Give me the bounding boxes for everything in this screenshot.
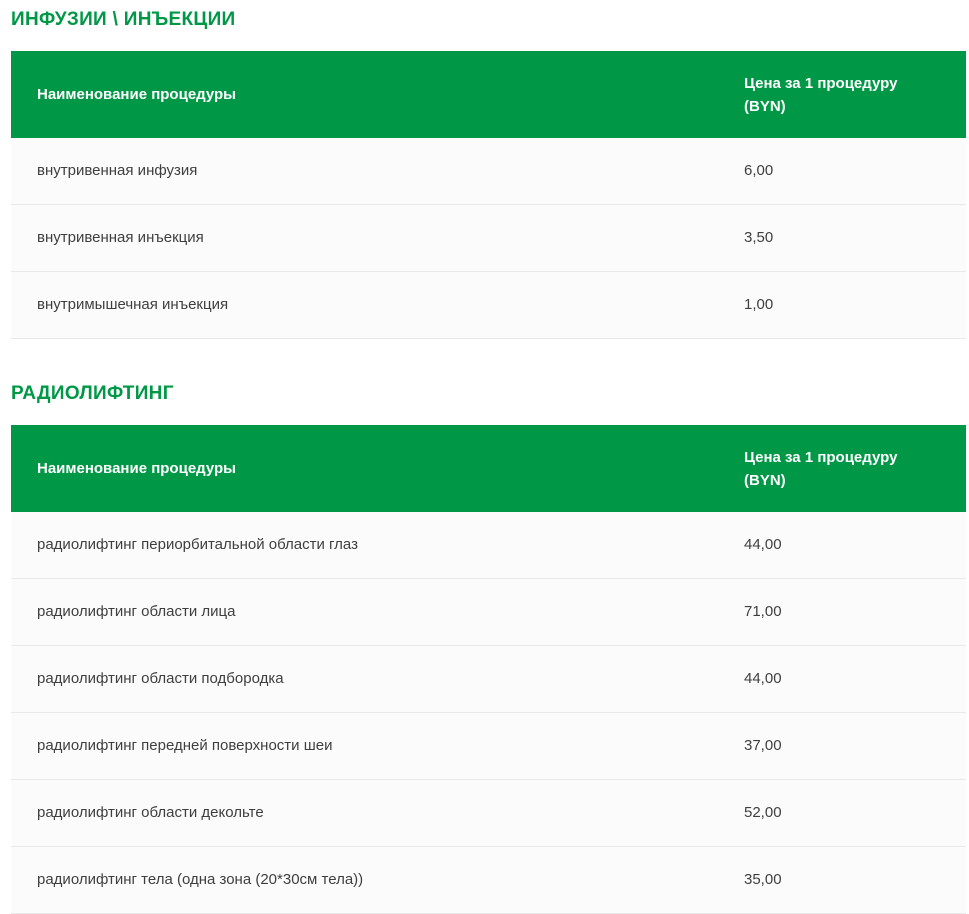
table-row [11, 138, 966, 205]
table-body [11, 138, 966, 339]
column-header-price [718, 446, 966, 492]
section-radiolifting [11, 383, 969, 914]
table-row [11, 205, 966, 272]
table-header-row [11, 51, 966, 138]
procedure-name-cell: внутривенная инъекция [37, 229, 204, 246]
price-cell: 35,00 [744, 871, 782, 888]
price-cell: 44,00 [744, 536, 782, 553]
table-row [11, 847, 966, 914]
price-cell: 37,00 [744, 737, 782, 754]
procedure-name-cell: радиолифтинг области лица [37, 603, 236, 620]
price-cell: 71,00 [744, 603, 782, 620]
price-cell: 1,00 [744, 296, 774, 313]
price-table [11, 425, 966, 914]
table-body [11, 512, 966, 914]
column-header-procedure-name: Наименование процедуры [37, 460, 236, 477]
table-row [11, 646, 966, 713]
procedure-name-cell: радиолифтинг области декольте [37, 804, 264, 821]
price-cell: 44,00 [744, 670, 782, 687]
price-cell: 3,50 [744, 229, 774, 246]
procedure-name-cell: радиолифтинг передней поверхности шеи [37, 737, 333, 754]
section-title: ИНФУЗИИ \ ИНЪЕКЦИИ [11, 9, 236, 30]
procedure-name-cell: радиолифтинг тела (одна зона (20*30см тела)) [37, 871, 364, 888]
table-row [11, 579, 966, 646]
section-title: РАДИОЛИФТИНГ [11, 383, 174, 404]
table-row [11, 780, 966, 847]
table-row [11, 512, 966, 579]
table-header-row [11, 425, 966, 512]
procedure-name-cell: внутривенная инфузия [37, 162, 198, 179]
section-infusions [11, 9, 969, 339]
table-row [11, 272, 966, 339]
procedure-name-cell: радиолифтинг периорбитальной области глаз [37, 536, 358, 553]
price-cell: 6,00 [744, 162, 774, 179]
column-header-price [718, 72, 966, 118]
table-row [11, 713, 966, 780]
price-cell: 52,00 [744, 804, 782, 821]
column-header-price-label: Цена за 1 процедуру (BYN) [744, 448, 898, 489]
price-table [11, 51, 966, 339]
column-header-price-label: Цена за 1 процедуру (BYN) [744, 74, 898, 115]
column-header-procedure-name: Наименование процедуры [37, 86, 236, 103]
procedure-name-cell: внутримышечная инъекция [37, 296, 229, 313]
procedure-name-cell: радиолифтинг области подбородка [37, 670, 284, 687]
